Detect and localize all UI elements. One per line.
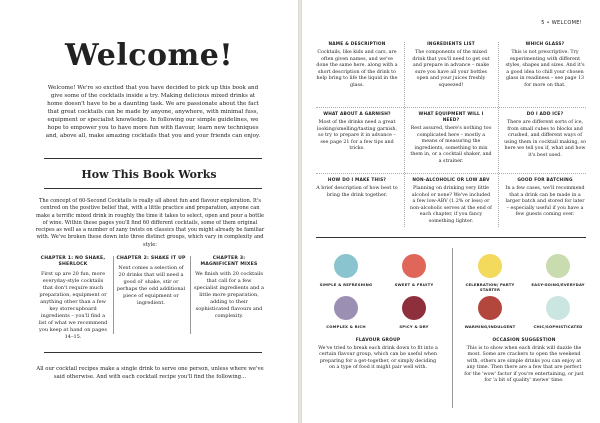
grid-cell [504,42,586,89]
color-swatch [334,254,358,278]
cell-body: A brief description of how best to bring the drink together. [316,186,398,198]
cell-heading: NON-ALCOHOLIC OR LOW ABV [412,178,490,183]
occasion-section [464,338,584,384]
chapter-body: We finish with 20 cocktails that call for a few specialist ingredients and a little more preparation, adding to their sophisticated flavours and complexity. [194,271,264,319]
cell-body: Planning on drinking very little alcohol or none? We've included a few low-ABV (1.2% or less) or non-alcoholic serves at the end of each chapter, if you fancy something lighter. [410,186,492,224]
cell-heading: WHAT ABOUT A GARNISH? [323,112,391,117]
divider [498,42,499,227]
swatch-label: SWEET & FRUITY [394,282,434,287]
swatch-label: EASY-GOING/EVERYDAY [531,282,585,287]
grid-cell [410,42,492,89]
flavour-group-section [318,338,438,372]
grid-cell [504,178,586,219]
grid-cell [504,112,586,159]
divider [316,237,586,238]
grid-cell [410,178,492,225]
section-title: How This Book Works [81,168,217,181]
occasion-heading: OCCASION SUGGESTION [492,338,556,343]
color-swatch [402,254,426,278]
color-swatch [478,296,502,320]
chapter-body: First up are 20 fun, more everyday-style cocktails that don't require much preparation, equipment or anything other than a few key storecupboard ingredients – you'll find a list of what we recommend you keep at hand on pages 14–15. [38,271,108,340]
cell-body: Most of the drinks need a great looking/smelling/tasting garnish, so try to prepare it in advance – see page 21 for a few tips and tricks. [316,120,398,151]
divider [452,248,453,408]
divider [316,107,586,108]
cell-heading: INGREDIENTS LIST [427,42,475,47]
occasion-body: This is to show when each drink will dazzle the most. Some are crackers to open the weekend with, others are simple drinks you can enjoy at any time. Then there are a few that are perfect for the 'wow' factor if you're entertaining, or just for 'a bit of quality' me/we' time. [464,346,584,384]
page-title: Welcome! [64,38,233,73]
chapter-body: Next comes a selection of 20 drinks that will need a good ol' shake, stir or perhaps the odd additional piece of equipment or ingredient. [116,265,186,306]
divider [44,352,262,353]
divider [44,158,262,159]
divider [316,173,586,174]
swatch-label: SIMPLE & REFRESHING [319,282,373,287]
cell-heading: NAME & DESCRIPTION [328,42,386,47]
divider [44,188,262,189]
chapter-heading: CHAPTER 2: SHAKE IT UP [116,256,186,261]
cell-body: Cocktails, like kids and cars, are often given names, and we've done the same here, along with a short description of the drink to help bring to life the liquid in the glass. [316,50,398,88]
divider [113,256,114,334]
color-swatch [546,296,570,320]
color-swatch [478,254,502,278]
grid-cell [316,178,398,199]
chapter-1 [38,256,108,341]
cell-heading: WHICH GLASS? [525,42,565,47]
cell-heading: DO I ADD ICE? [526,112,564,117]
concept-paragraph: The concept of 60-Second Cocktails is really all about fun and flavour exploration. It's centred on the positive belief that, with a little practice and preparation, anyone can make a terrific mixed drink in roughly the time it takes to select, open and pour a bottle of wine. Within these pages you'll find 60 different cocktails, some of them original recipes as well as a number of zany twists on classics that you might already be familiar with. We've broken these down into three distinct groups, which vary in complexity and style: [35,198,265,248]
intro-paragraph: Welcome! We're so excited that you have decided to pick up this book and give some of the cocktails inside a try. Making delicious mixed drinks at home doesn't have to be a daunting task. We are passionate about the fact that great cocktails can be made by anyone, anywhere, with minimal fuss, equipment or specialist knowledge. In following our simple guidelines, we hope to empower you to have more fun with flavour, learn new techniques and, above all, make amazing cocktails that you and your friends can enjoy. [45,85,261,139]
chapter-heading: CHAPTER 3: MAGNIFICENT MIXES [200,256,258,267]
grid-cell [316,112,398,153]
chapters-row [38,256,264,340]
cell-heading: GOOD FOR BATCHING [517,178,573,183]
grid-cell [410,112,492,165]
cell-heading: WHAT EQUIPMENT WILL I NEED? [418,112,484,123]
flavour-group-heading: FLAVOUR GROUP [355,338,401,343]
color-swatch [402,296,426,320]
right-page [302,0,600,423]
cell-body: In a few cases, we'll recommend that a drink can be made in a larger batch and stored for later – especially useful if you have a few guests coming over. [505,186,585,217]
chapter-3 [194,256,264,320]
grid-cell [316,42,398,89]
cell-body: There are different sorts of ice, from small cubes to blocks and crushed, and different ways of using them in cocktail making, so here we tell you if, what and how it's best used. [504,120,586,158]
swatch-label: SPICY & DRY [399,324,429,329]
color-swatch [546,254,570,278]
left-page [0,0,298,423]
swatch-label: CHIC/SOPHISTICATED [533,324,583,329]
outro-paragraph: All our cocktail recipes make a single drink to serve one person, unless where we've said otherwise. And with each cocktail recipe you'll find the following... [36,366,264,380]
cell-body: The components of the mixed drink that you'll need to get out and prepare in advance – make sure you have all your bottles open and your juices freshly squeezed! [412,50,490,88]
feature-grid [316,42,586,227]
flavour-group-body: We've tried to break each drink down to fit into a certain flavour group, which can be useful when preparing for a get-together, or simply deciding on a type of food it might pair well with. [318,346,438,371]
color-swatch [334,296,358,320]
divider [404,42,405,227]
chapter-heading: CHAPTER 1: NO SHAKE, SHERLOCK [40,256,106,267]
swatch-label: COMPLEX & RICH [326,324,366,329]
cell-heading: HOW DO I MAKE THIS? [327,178,387,183]
cell-body: This is not prescriptive. Try experimenting with different styles, shapes and sizes. And it's a good idea to chill your chosen glass in readiness – see page 13 for more on that. [505,50,585,88]
swatch-label: WARMING/INDULGENT [464,324,516,329]
running-head: 5 • WELCOME! [541,20,582,26]
divider [190,256,191,334]
cell-body: Rest assured, there's nothing too complicated here – mostly a means of measuring the ingredients, something to mix them in, or a cocktail shaker, and a strainer. [410,126,492,164]
chapter-2 [116,256,186,307]
swatch-label: CELEBRATION/ PARTY STARTER [465,282,515,292]
